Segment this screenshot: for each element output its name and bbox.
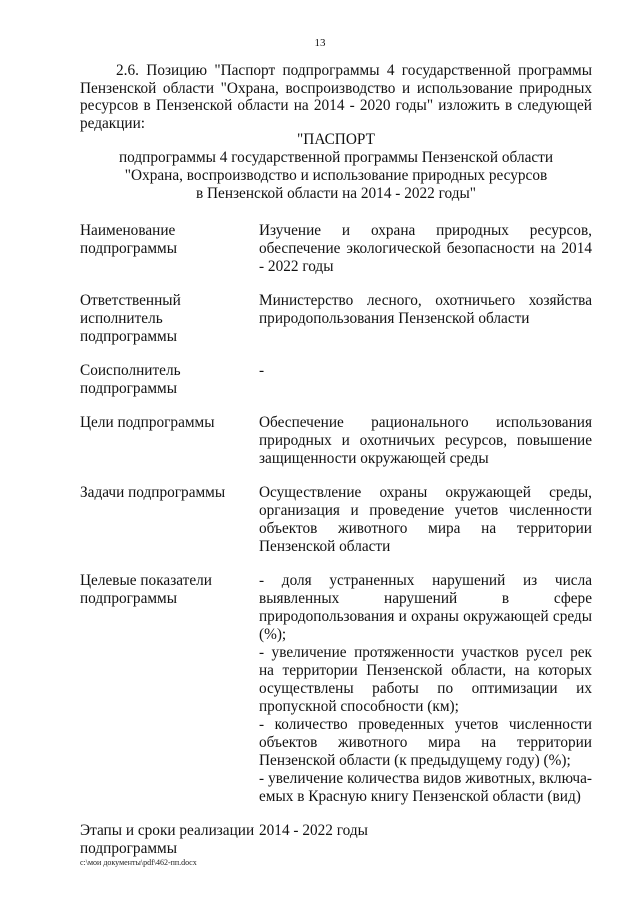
page-number: 13 [314, 37, 326, 49]
row-label-tasks: Задачи подпрограммы [80, 484, 226, 501]
indicator-item: - увеличение протяженности участков русел рек на территории Пензенской области, на которых осуществлены работы по оптимизации их пропускной способности (км); [259, 644, 592, 715]
indicator-item: - количество проведенных учетов численности объектов животного мира на территории Пензенской области (к предыдущему году) (%); [259, 716, 592, 769]
row-label-name: Наименование подпрограммы [80, 222, 178, 257]
row-label-indicators: Целевые показатели подпрограммы [80, 572, 212, 607]
passport-table [80, 222, 592, 874]
heading-line-2: подпрограммы 4 государственной программы Пензенской области [118, 149, 554, 166]
table-row [80, 222, 592, 292]
table-row [80, 484, 592, 572]
table-row [80, 414, 592, 484]
indicator-item: - доля устраненных нарушений из числа выявленных нарушений в сфере природопользования и охраны окружающей среды (%); [259, 572, 592, 643]
row-value-tasks: Осуществление охраны окружающей среды, организация и проведение учетов численности объектов животного мира на территории Пензенской области [259, 484, 592, 555]
row-value-responsible: Министерство лесного, охотничьего хозяйства природопользования Пензенской области [259, 292, 592, 327]
indicator-item: - увеличение количества видов животных, включа-емых в Красную книгу Пензенской области (вид) [259, 770, 592, 805]
intro-paragraph: 2.6. Позицию "Паспорт подпрограммы 4 государственной программы Пензенской области "Охрана, воспроизводство и использование природных ресурсов в Пензенской области на 2014 - 2020 годы" изложить в следующей редакции: [80, 62, 592, 132]
table-row [80, 572, 592, 822]
row-value-goals: Обеспечение рационального использования природных и охотничьих ресурсов, повышение защищенности окружающей среды [259, 414, 592, 467]
passport-heading [80, 131, 592, 203]
row-label-goals: Цели подпрограммы [80, 414, 215, 431]
row-label-responsible: Ответственный исполнитель подпрограммы [80, 292, 181, 345]
row-label-coexecutor: Соисполнитель подпрограммы [80, 362, 181, 397]
heading-line-3: "Охрана, воспроизводство и использование природных ресурсов [124, 167, 548, 184]
file-path-footer: c:\мои документы\pdf\462-пп.docx [80, 858, 197, 867]
row-value-name: Изучение и охрана природных ресурсов, обеспечение экологической безопасности на 2014 - 2022 годы [259, 222, 592, 275]
table-row [80, 292, 592, 362]
row-value-indicators [259, 572, 592, 822]
row-value-stages: 2014 - 2022 годы [259, 822, 368, 839]
row-value-coexecutor: - [259, 362, 265, 379]
heading-line-1: "ПАСПОРТ [297, 131, 375, 148]
heading-line-4: в Пензенской области на 2014 - 2022 годы" [195, 185, 477, 202]
table-row [80, 362, 592, 414]
row-label-stages: Этапы и сроки реализации подпрограммы [80, 822, 255, 857]
